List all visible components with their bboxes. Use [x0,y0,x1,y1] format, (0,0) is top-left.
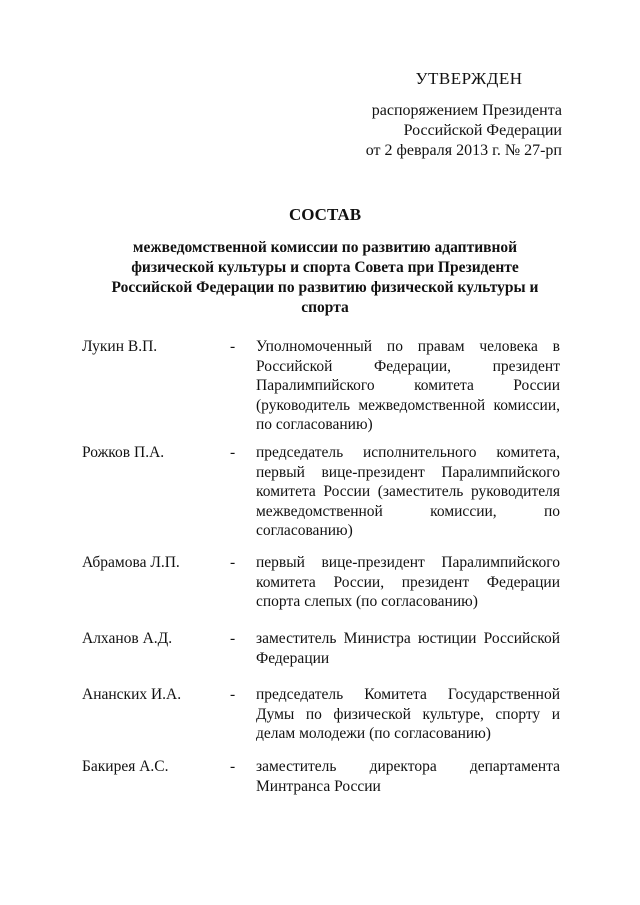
member-row [82,629,560,685]
member-name: Ананских И.А. [82,686,182,703]
approval-line: распоряжением Президента [371,102,562,119]
approval-line: Российской Федерации [403,122,562,139]
member-name: Алханов А.Д. [82,630,173,647]
approval-details [332,101,562,161]
member-name: Лукин В.П. [82,338,158,355]
member-dash: - [230,338,236,355]
member-dash: - [230,630,236,647]
member-dash: - [230,686,236,703]
member-row [82,757,560,801]
member-row [82,337,560,443]
document-subtitle: межведомственной комиссии по развитию адаптивной физической культуры и спорта Совета при Президенте Российской Федерации по развитию физической культуры и спорта [111,239,539,316]
member-row [82,443,560,553]
member-name: Бакирея А.С. [82,758,169,775]
approval-stamp [332,68,562,161]
title-block [100,204,550,318]
approved-heading: УТВЕРЖДЕН [415,69,523,88]
document-title: СОСТАВ [288,205,362,224]
member-name: Абрамова Л.П. [82,554,180,571]
member-row [82,553,560,629]
member-role: председатель Комитета Государственной Думы по физической культуре, спорту и делам молодежи (по согласованию) [256,686,560,742]
member-dash: - [230,554,236,571]
member-dash: - [230,758,236,775]
member-dash: - [230,444,236,461]
members-list [82,337,560,801]
approval-line: от 2 февраля 2013 г. № 27-рп [365,142,562,159]
member-role: заместитель директора департамента Минтранса России [256,758,560,795]
member-row [82,685,560,757]
member-role: Уполномоченный по правам человека в Российской Федерации, президент Паралимпийского комитета России (руководитель межведомственной комиссии, по согласованию) [256,338,560,433]
member-name: Рожков П.А. [82,444,165,461]
member-role: заместитель Министра юстиции Российской Федерации [256,630,560,667]
member-role: первый вице-президент Паралимпийского комитета России, президент Федерации спорта слепых (по согласованию) [256,554,560,610]
member-role: председатель исполнительного комитета, первый вице-президент Паралимпийского комитета России (заместитель руководителя межведомственной комиссии, по согласованию) [256,444,560,539]
